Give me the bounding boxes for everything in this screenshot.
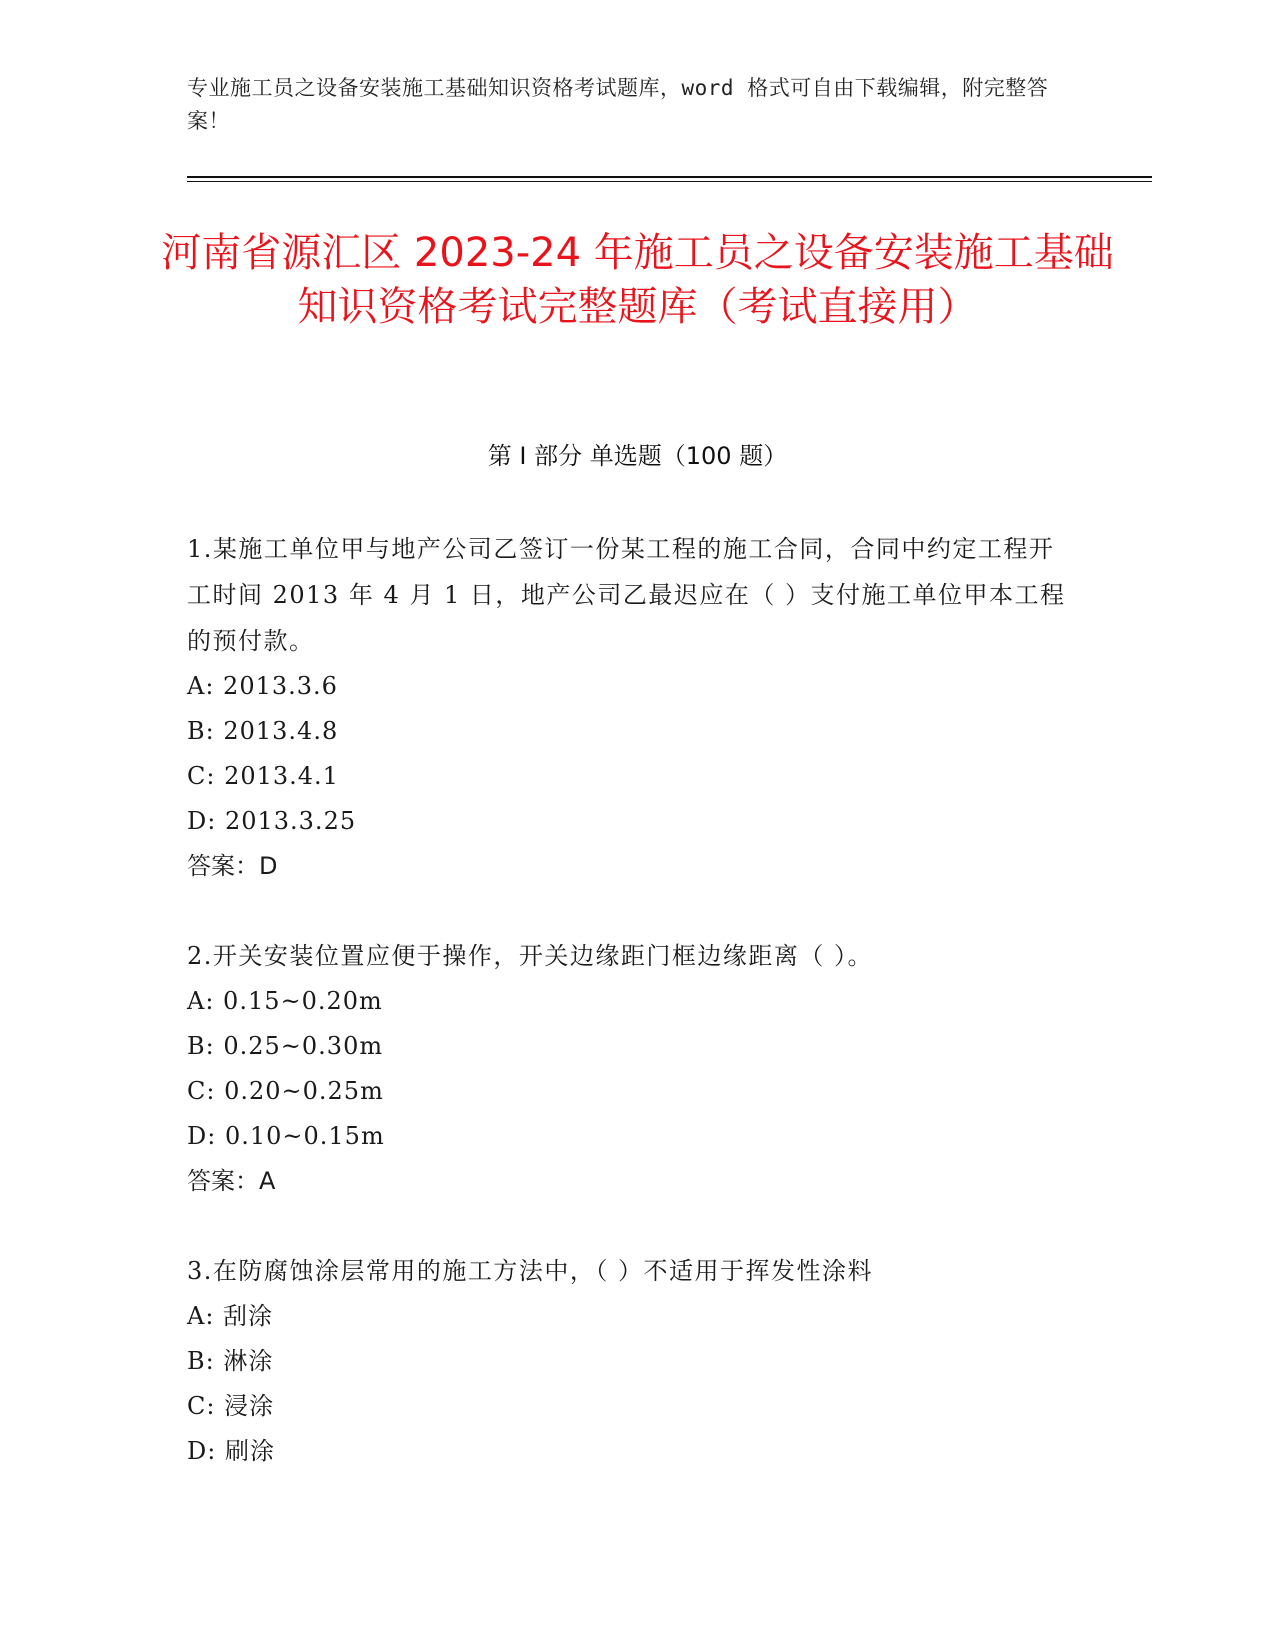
header-note: 专业施工员之设备安装施工基础知识资格考试题库，word 格式可自由下载编辑，附完整答案！ [187,76,1049,133]
document-title: 河南省源汇区 2023-24 年施工员之设备安装施工基础知识资格考试完整题库（考试直接用） [161,230,1114,330]
option-c: C: 2013.4.1 [187,762,339,790]
answer: 答案：A [187,1167,276,1195]
question-3 [187,1248,1067,1474]
question-1 [187,526,1067,889]
option-d: D: 0.10~0.15m [187,1122,385,1150]
question-list [187,526,1067,1518]
option-b: B: 淋涂 [187,1347,274,1375]
header-rule-thick [187,176,1152,178]
header-rule-thin [187,181,1152,182]
option-a: A: 刮涂 [187,1302,274,1330]
question-2 [187,933,1067,1204]
option-c: C: 0.20~0.25m [187,1077,384,1105]
option-a: A: 0.15~0.20m [187,987,383,1015]
option-b: B: 0.25~0.30m [187,1032,384,1060]
option-a: A: 2013.3.6 [187,672,338,700]
question-stem: 1.某施工单位甲与地产公司乙签订一份某工程的施工合同，合同中约定工程开工时间 2013 年 4 月 1 日，地产公司乙最迟应在（ ）支付施工单位甲本工程的预付款。 [187,535,1066,655]
answer: 答案：D [187,852,278,880]
option-b: B: 2013.4.8 [187,717,339,745]
option-c: C: 浸涂 [187,1392,275,1420]
question-stem: 3.在防腐蚀涂层常用的施工方法中，（ ）不适用于挥发性涂料 [187,1257,874,1285]
question-stem: 2.开关安装位置应便于操作，开关边缘距门框边缘距离（ ）。 [187,942,874,970]
option-d: D: 刷涂 [187,1437,275,1465]
option-d: D: 2013.3.25 [187,807,357,835]
section-heading: 第 I 部分 单选题（100 题） [487,442,788,470]
